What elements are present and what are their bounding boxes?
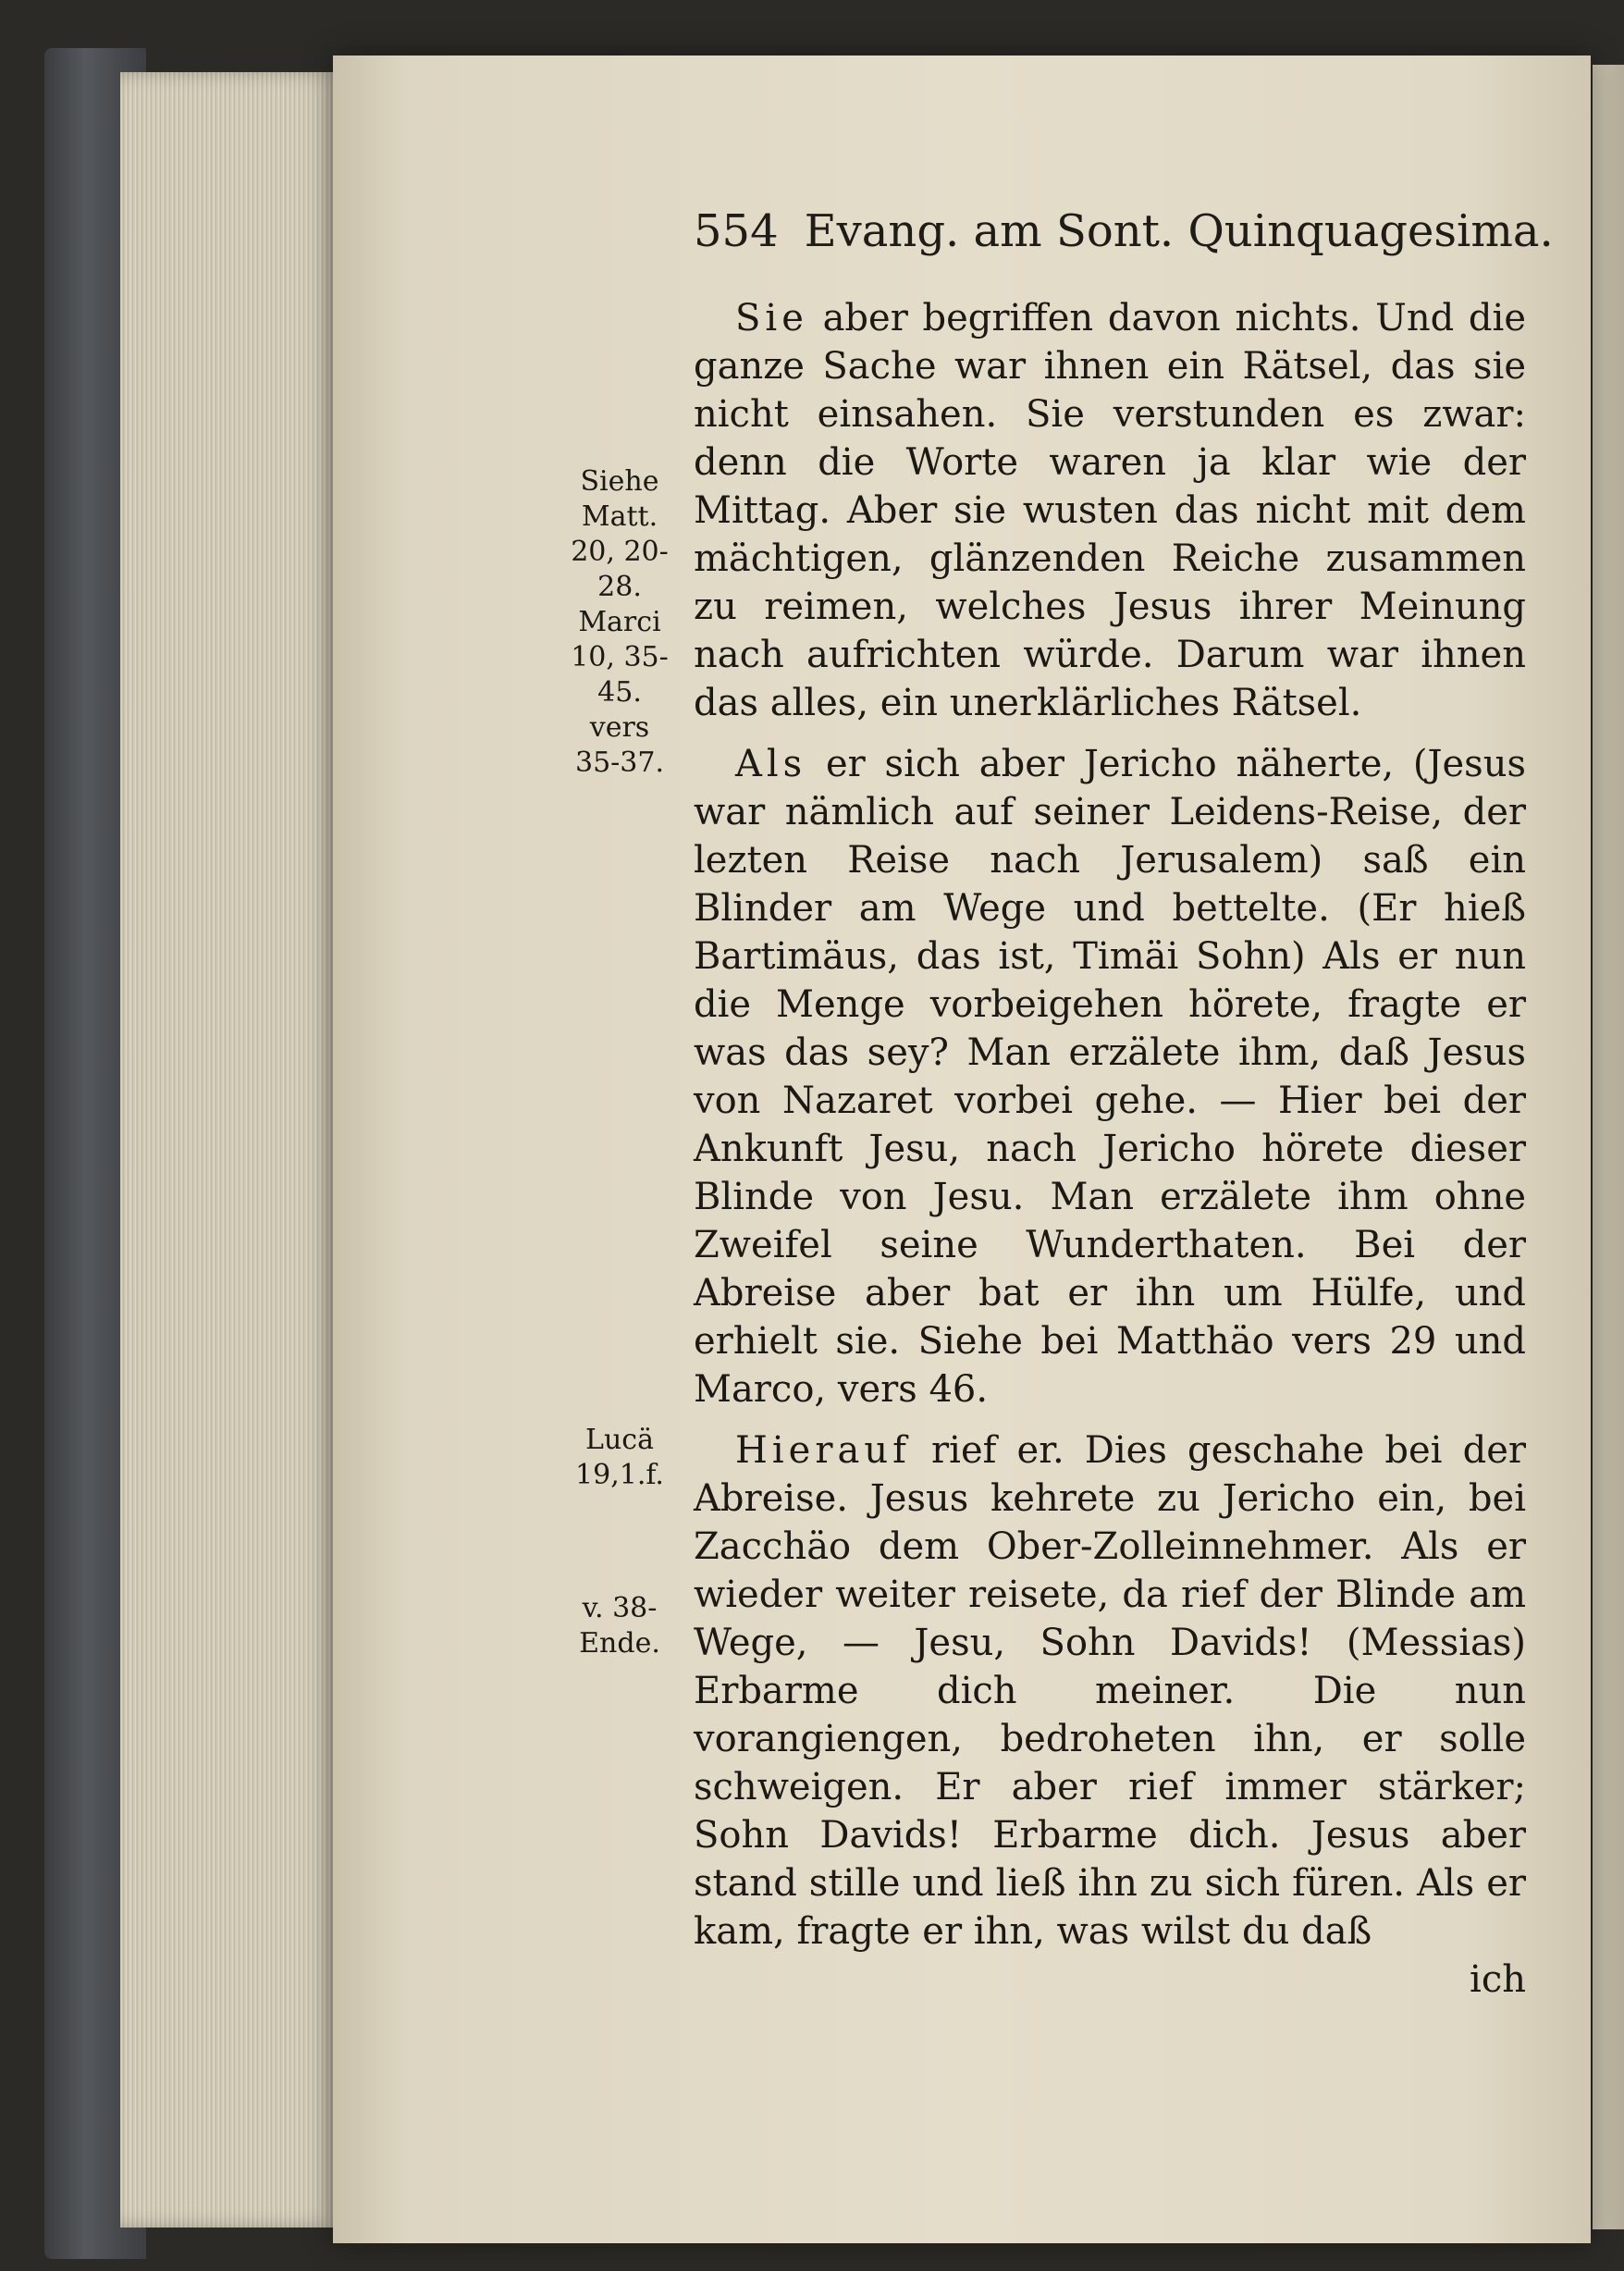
margin-note-3 — [564, 1591, 675, 1661]
margin-note-line: Matt. — [581, 500, 658, 533]
facing-page-edge — [1593, 65, 1624, 2229]
margin-note-1 — [564, 464, 675, 781]
running-header — [694, 205, 1554, 270]
margin-note-line: vers — [589, 711, 650, 744]
margin-note-line: 19,1.f. — [575, 1459, 664, 1491]
catchword: ich — [1470, 1958, 1526, 2001]
margin-note-line: Ende. — [579, 1627, 660, 1660]
running-title: Evang. am Sont. Quinquagesima. — [804, 205, 1554, 257]
paragraph-lead: Hierauf — [735, 1429, 911, 1472]
paragraph-1 — [694, 294, 1526, 727]
margin-note-line: 35-37. — [574, 747, 665, 779]
paragraph-lead: Sie — [735, 297, 808, 339]
margin-note-line: 10, 35- — [571, 641, 669, 673]
paragraph-2 — [694, 740, 1526, 1413]
paragraph-3 — [694, 1426, 1526, 1956]
margin-note-2 — [564, 1423, 675, 1493]
margin-note-line: v. 38- — [582, 1592, 658, 1624]
paragraph-lead: Als — [735, 743, 807, 785]
margin-note-line: Siehe — [580, 465, 659, 498]
page-edges — [120, 72, 342, 2228]
paragraph-text: aber begriffen davon nichts. Und die ganze Sache war ihnen ein Rätsel, das sie nicht einsahen. Sie verstunden es zwar: denn die Worte waren ja klar wie der Mittag. Aber sie wusten das nicht mit dem mächtigen, glänzenden Reiche zusammen zu reimen, welches Jesus ihrer Meinung nach aufrichten würde. Darum war ihnen das alles, ein unerklärliches Rätsel. — [694, 297, 1526, 724]
margin-note-line: 28. — [597, 571, 642, 603]
margin-note-line: 20, 20- — [571, 536, 669, 568]
page-number: 554 — [694, 205, 779, 257]
paragraph-text: er sich aber Jericho näherte, (Jesus war nämlich auf seiner Leidens-Reise, der lezten Reise nach Jerusalem) saß ein Blinder am Wege und bettelte. (Er hieß Bartimäus, das ist, Timäi Sohn) Als er nun die Menge vorbeigehen hörete, fragte er was das sey? Man erzälete ihm, daß Jesus von Nazaret vorbei gehe. — Hier bei der Ankunft Jesu, nach Jericho hörete dieser Blinde von Jesu. Man erzälete ihm ohne Zweifel seine Wunderthaten. Bei der Abreise aber bat er ihn um Hülfe, und erhielt sie. Siehe bei Matthäo vers 29 und Marco, vers 46. — [694, 743, 1526, 1411]
paragraph-text: rief er. Dies geschahe bei der Abreise. Jesus kehrete zu Jericho ein, bei Zacchäo dem Ober-Zolleinnehmer. Als er wieder weiter reisete, da rief der Blinde am Wege, — Jesu, Sohn Davids! (Messias) Erbarme dich meiner. Die nun vorangiengen, bedroheten ihn, er solle schweigen. Er aber rief immer stärker; Sohn Davids! Erbarme dich. Jesus aber stand stille und ließ ihn zu sich füren. Als er kam, fragte er ihn, was wilst du daß — [694, 1429, 1526, 1953]
body-text — [694, 294, 1526, 2004]
margin-note-line: 45. — [597, 676, 642, 709]
margin-note-line: Marci — [578, 606, 661, 638]
margin-note-line: Lucä — [585, 1424, 654, 1456]
